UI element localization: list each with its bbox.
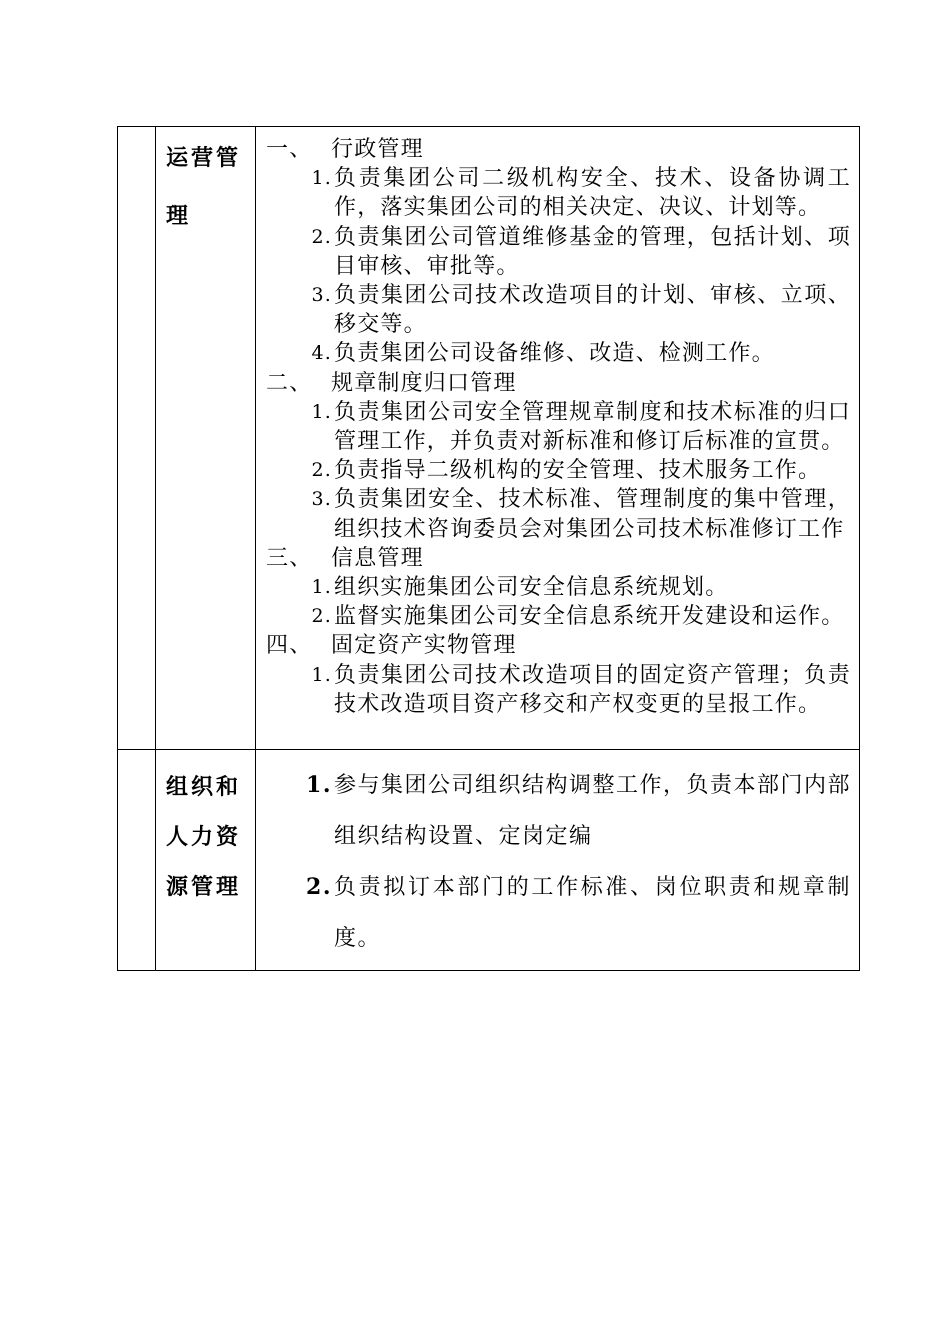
item-number: 1. xyxy=(311,167,332,190)
item-text: 负责集团安全、技术标准、管理制度的集中管理，组织技术咨询委员会对集团公司技术标准修订工作 xyxy=(334,487,851,542)
item-number: 4. xyxy=(311,342,332,365)
content-cell xyxy=(256,750,860,971)
section-number: 二、 xyxy=(266,370,313,396)
list-item xyxy=(266,661,851,719)
row-label-cell xyxy=(156,127,256,750)
item-text: 负责集团公司管道维修基金的管理，包括计划、项目审核、审批等。 xyxy=(334,224,851,279)
section-title: 固定资产实物管理 xyxy=(331,633,517,659)
item-text: 负责拟订本部门的工作标准、岗位职责和规章制度。 xyxy=(334,875,851,952)
table-row-hr xyxy=(118,750,860,971)
section-header xyxy=(266,369,851,398)
item-text: 负责集团公司二级机构安全、技术、设备协调工作，落实集团公司的相关决定、决议、计划等。 xyxy=(334,166,851,221)
item-text: 负责指导二级机构的安全管理、技术服务工作。 xyxy=(334,458,822,484)
section-number: 一、 xyxy=(266,137,313,162)
list-item xyxy=(266,573,851,602)
item-text: 负责集团公司设备维修、改造、检测工作。 xyxy=(334,341,775,367)
row-label: 运营管理 xyxy=(166,145,242,229)
item-text: 负责集团公司技术改造项目的固定资产管理；负责技术改造项目资产移交和产权变更的呈报工作。 xyxy=(334,662,851,717)
section-number: 三、 xyxy=(266,545,313,571)
list-item xyxy=(266,398,851,456)
item-number: 1. xyxy=(311,400,332,423)
item-text: 参与集团公司组织结构调整工作，负责本部门内部组织结构设置、定岗定编 xyxy=(334,773,852,850)
item-number: 1. xyxy=(306,772,332,799)
item-number: 3. xyxy=(311,284,332,307)
item-text: 监督实施集团公司安全信息系统开发建设和运作。 xyxy=(334,604,845,630)
item-number: 2. xyxy=(306,874,332,901)
section-title: 信息管理 xyxy=(331,545,424,571)
content-cell xyxy=(256,127,860,750)
item-number: 2. xyxy=(311,459,332,482)
list-item xyxy=(266,485,851,543)
item-number: 3. xyxy=(311,488,332,511)
list-item xyxy=(266,456,851,485)
blank-cell xyxy=(118,750,156,971)
list-item xyxy=(266,223,851,281)
list-item xyxy=(266,760,851,862)
section-header xyxy=(266,135,851,164)
item-number: 2. xyxy=(311,605,332,628)
list-item xyxy=(266,339,851,368)
list-item xyxy=(266,862,851,964)
section-title: 行政管理 xyxy=(331,137,424,162)
operations-content xyxy=(256,127,859,749)
hr-content xyxy=(256,750,859,970)
list-item xyxy=(266,164,851,222)
item-text: 负责集团公司技术改造项目的计划、审核、立项、移交等。 xyxy=(334,283,851,338)
section-header xyxy=(266,631,851,660)
item-text: 负责集团公司安全管理规章制度和技术标准的归口管理工作，并负责对新标准和修订后标准的宣贯。 xyxy=(334,399,851,455)
item-number: 2. xyxy=(311,225,332,248)
list-item xyxy=(266,602,851,631)
blank-cell xyxy=(118,127,156,750)
item-number: 1. xyxy=(311,576,332,599)
section-header xyxy=(266,544,851,573)
table-row-operations xyxy=(118,127,860,750)
row-label-cell xyxy=(156,750,256,971)
row-label: 组织和人力资源管理 xyxy=(166,774,242,901)
list-item xyxy=(266,281,851,339)
item-text: 组织实施集团公司安全信息系统规划。 xyxy=(334,575,729,601)
section-title: 规章制度归口管理 xyxy=(331,370,517,396)
item-number: 1. xyxy=(311,663,332,686)
section-number: 四、 xyxy=(266,633,313,659)
duties-table xyxy=(117,126,860,971)
